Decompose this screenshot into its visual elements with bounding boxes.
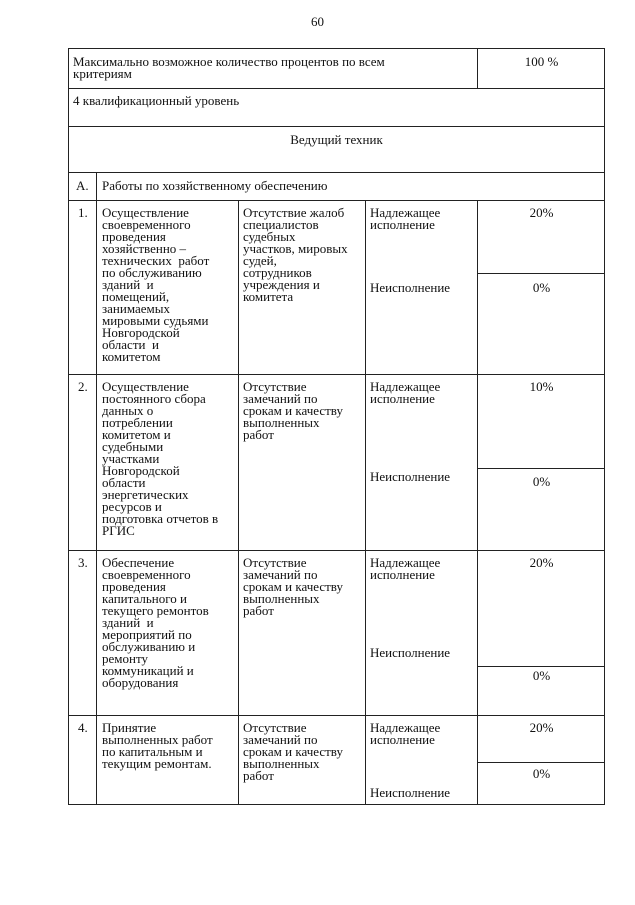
non-execution-value: 0% [532, 766, 551, 781]
non-execution-label: Неисполнение [370, 645, 451, 660]
divider [477, 468, 605, 469]
non-execution-label: Неисполнение [370, 469, 451, 484]
section-title: Работы по хозяйственному обеспечению [102, 178, 328, 193]
row-number: 2. [78, 379, 88, 394]
work-description: Обеспечение своевременного проведения капитального и текущего ремонтов зданий и мероприятий по обслуживанию и ремонту коммуникаций и оборудования [102, 555, 209, 690]
row-number: 1. [78, 205, 88, 220]
work-description: Осуществление постоянного сбора данных о потреблении комитетом и судебными участками Новгородской области энергетических ресурсов и подготовка отчетов в РГИС [102, 379, 219, 538]
divider [238, 200, 239, 805]
page-number: 60 [311, 14, 324, 29]
position-title: Ведущий техник [290, 132, 383, 147]
proper-execution-label: Надлежащее исполнение [370, 379, 441, 406]
non-execution-value: 0% [532, 668, 551, 683]
qualification-level: 4 квалификационный уровень [73, 93, 240, 108]
proper-execution-value: 20% [529, 205, 554, 220]
proper-execution-label: Надлежащее исполнение [370, 555, 441, 582]
max-percent-label: Максимально возможное количество процентов по всем критериям [73, 54, 385, 81]
section-letter: А. [76, 178, 89, 193]
non-execution-label: Неисполнение [370, 785, 451, 800]
criterion: Отсутствие замечаний по срокам и качеству выполненных работ [243, 720, 343, 783]
divider [68, 374, 605, 375]
proper-execution-value: 20% [529, 555, 554, 570]
divider [68, 88, 605, 89]
row-number: 3. [78, 555, 88, 570]
divider [68, 200, 605, 201]
divider [68, 550, 605, 551]
divider [477, 666, 605, 667]
divider [477, 273, 605, 274]
row-number: 4. [78, 720, 88, 735]
divider [477, 762, 605, 763]
divider [68, 172, 605, 173]
divider [477, 48, 478, 88]
non-execution-label: Неисполнение [370, 280, 451, 295]
work-description: Осуществление своевременного проведения хозяйственно – технических работ по обслуживанию зданий и помещений, занимаемых мировыми судьями Новгородской области и комитетом [102, 205, 210, 364]
divider [365, 200, 366, 805]
criterion: Отсутствие жалоб специалистов судебных участков, мировых судей, сотрудников учреждения и комитета [243, 205, 348, 304]
proper-execution-label: Надлежащее исполнение [370, 205, 441, 232]
criterion: Отсутствие замечаний по срокам и качеству выполненных работ [243, 555, 343, 618]
proper-execution-value: 20% [529, 720, 554, 735]
proper-execution-label: Надлежащее исполнение [370, 720, 441, 747]
non-execution-value: 0% [532, 280, 551, 295]
criterion: Отсутствие замечаний по срокам и качеству выполненных работ [243, 379, 343, 442]
divider [96, 172, 97, 805]
non-execution-value: 0% [532, 474, 551, 489]
proper-execution-value: 10% [529, 379, 554, 394]
divider [68, 126, 605, 127]
divider [68, 715, 605, 716]
max-percent-value: 100 % [524, 54, 559, 69]
work-description: Принятие выполненных работ по капитальным и текущим ремонтам. [102, 720, 213, 771]
